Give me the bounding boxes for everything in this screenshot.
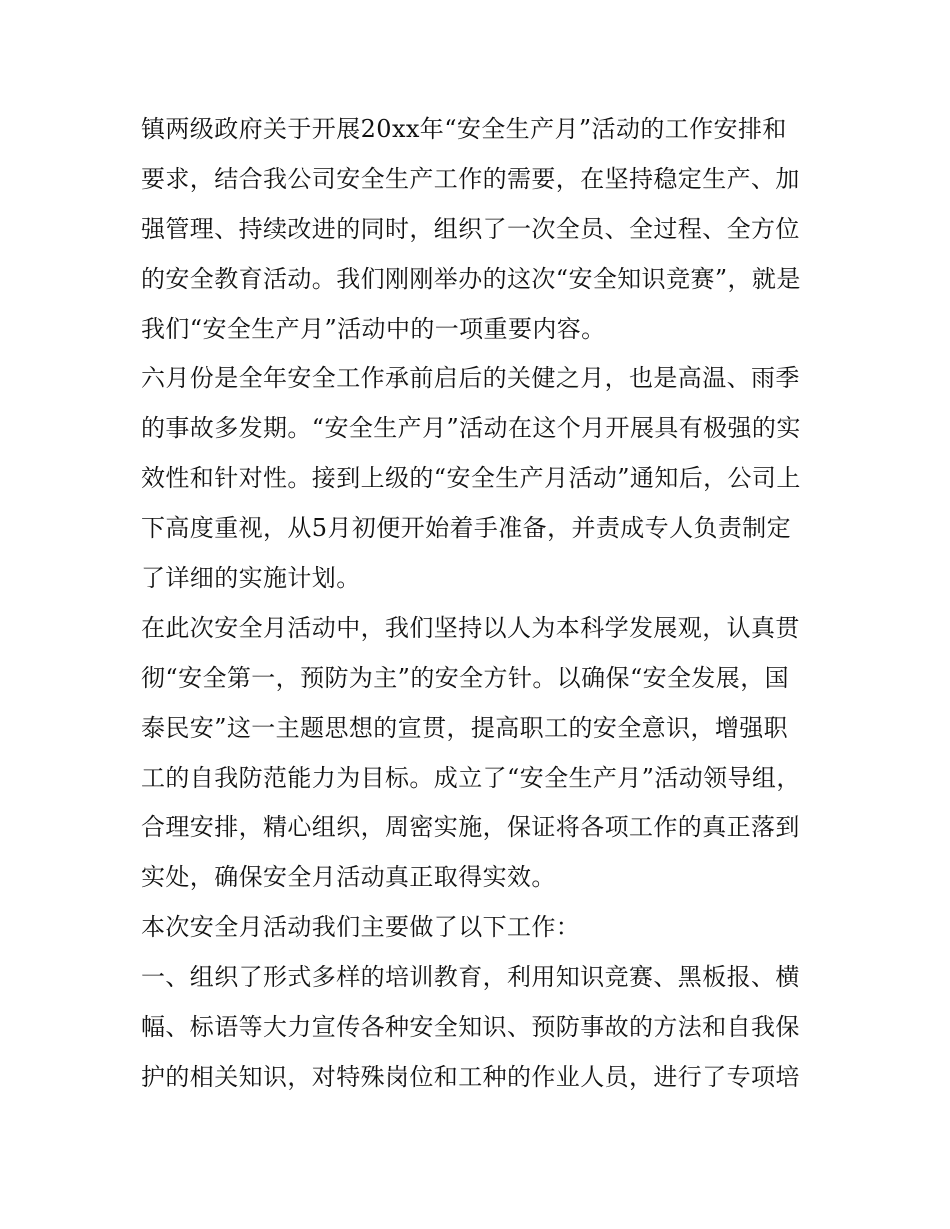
text-line: 幅、标语等大力宣传各种安全知识、预防事故的方法和自我保	[141, 1013, 800, 1042]
text-line: 实处，确保安全月活动真正取得实效。	[141, 863, 556, 892]
text-line: 工的自我防范能力为目标。成立了“安全生产月”活动领导组，	[141, 763, 801, 792]
paragraph-5	[141, 953, 817, 1103]
text-line: 护的相关知识，对特殊岗位和工种的作业人员，进行了专项培	[141, 1062, 800, 1091]
text-line: 在此次安全月活动中，我们坚持以人为本科学发展观，认真贯	[141, 613, 800, 642]
text-line: 的安全教育活动。我们刚刚举办的这次“安全知识竞赛”，就是	[141, 264, 801, 293]
paragraph-2	[141, 354, 817, 603]
text-line: 强管理、持续改进的同时，组织了一次全员、全过程、全方位	[141, 214, 800, 243]
text-line: 的事故多发期。“安全生产月”活动在这个月开展具有极强的实	[141, 414, 801, 443]
paragraph-1	[141, 105, 817, 354]
text-line: 下高度重视，从5月初便开始着手准备，并责成专人负责制定	[141, 514, 792, 543]
paragraph-3	[141, 604, 817, 903]
text-line: 我们“安全生产月”活动中的一项重要内容。	[141, 314, 606, 343]
text-line: 了详细的实施计划。	[141, 564, 361, 593]
text-line: 本次安全月活动我们主要做了以下工作：	[141, 913, 581, 942]
text-line: 泰民安”这一主题思想的宣贯，提高职工的安全意识，增强职	[141, 713, 789, 742]
text-line: 效性和针对性。接到上级的“安全生产月活动”通知后，公司上	[141, 464, 801, 493]
document-body	[141, 105, 817, 1103]
text-line: 彻“安全第一，预防为主”的安全方针。以确保“安全发展，国	[141, 663, 790, 692]
text-line: 合理安排，精心组织，周密实施，保证将各项工作的真正落到	[141, 813, 800, 842]
text-line: 一、组织了形式多样的培训教育，利用知识竞赛、黑板报、横	[141, 963, 800, 992]
text-line: 要求，结合我公司安全生产工作的需要，在坚持稳定生产、加	[141, 164, 800, 193]
paragraph-4	[141, 903, 817, 953]
text-line: 六月份是全年安全工作承前启后的关健之月，也是高温、雨季	[141, 364, 800, 393]
text-line: 镇两级政府关于开展20xx年“安全生产月”活动的工作安排和	[141, 115, 787, 143]
